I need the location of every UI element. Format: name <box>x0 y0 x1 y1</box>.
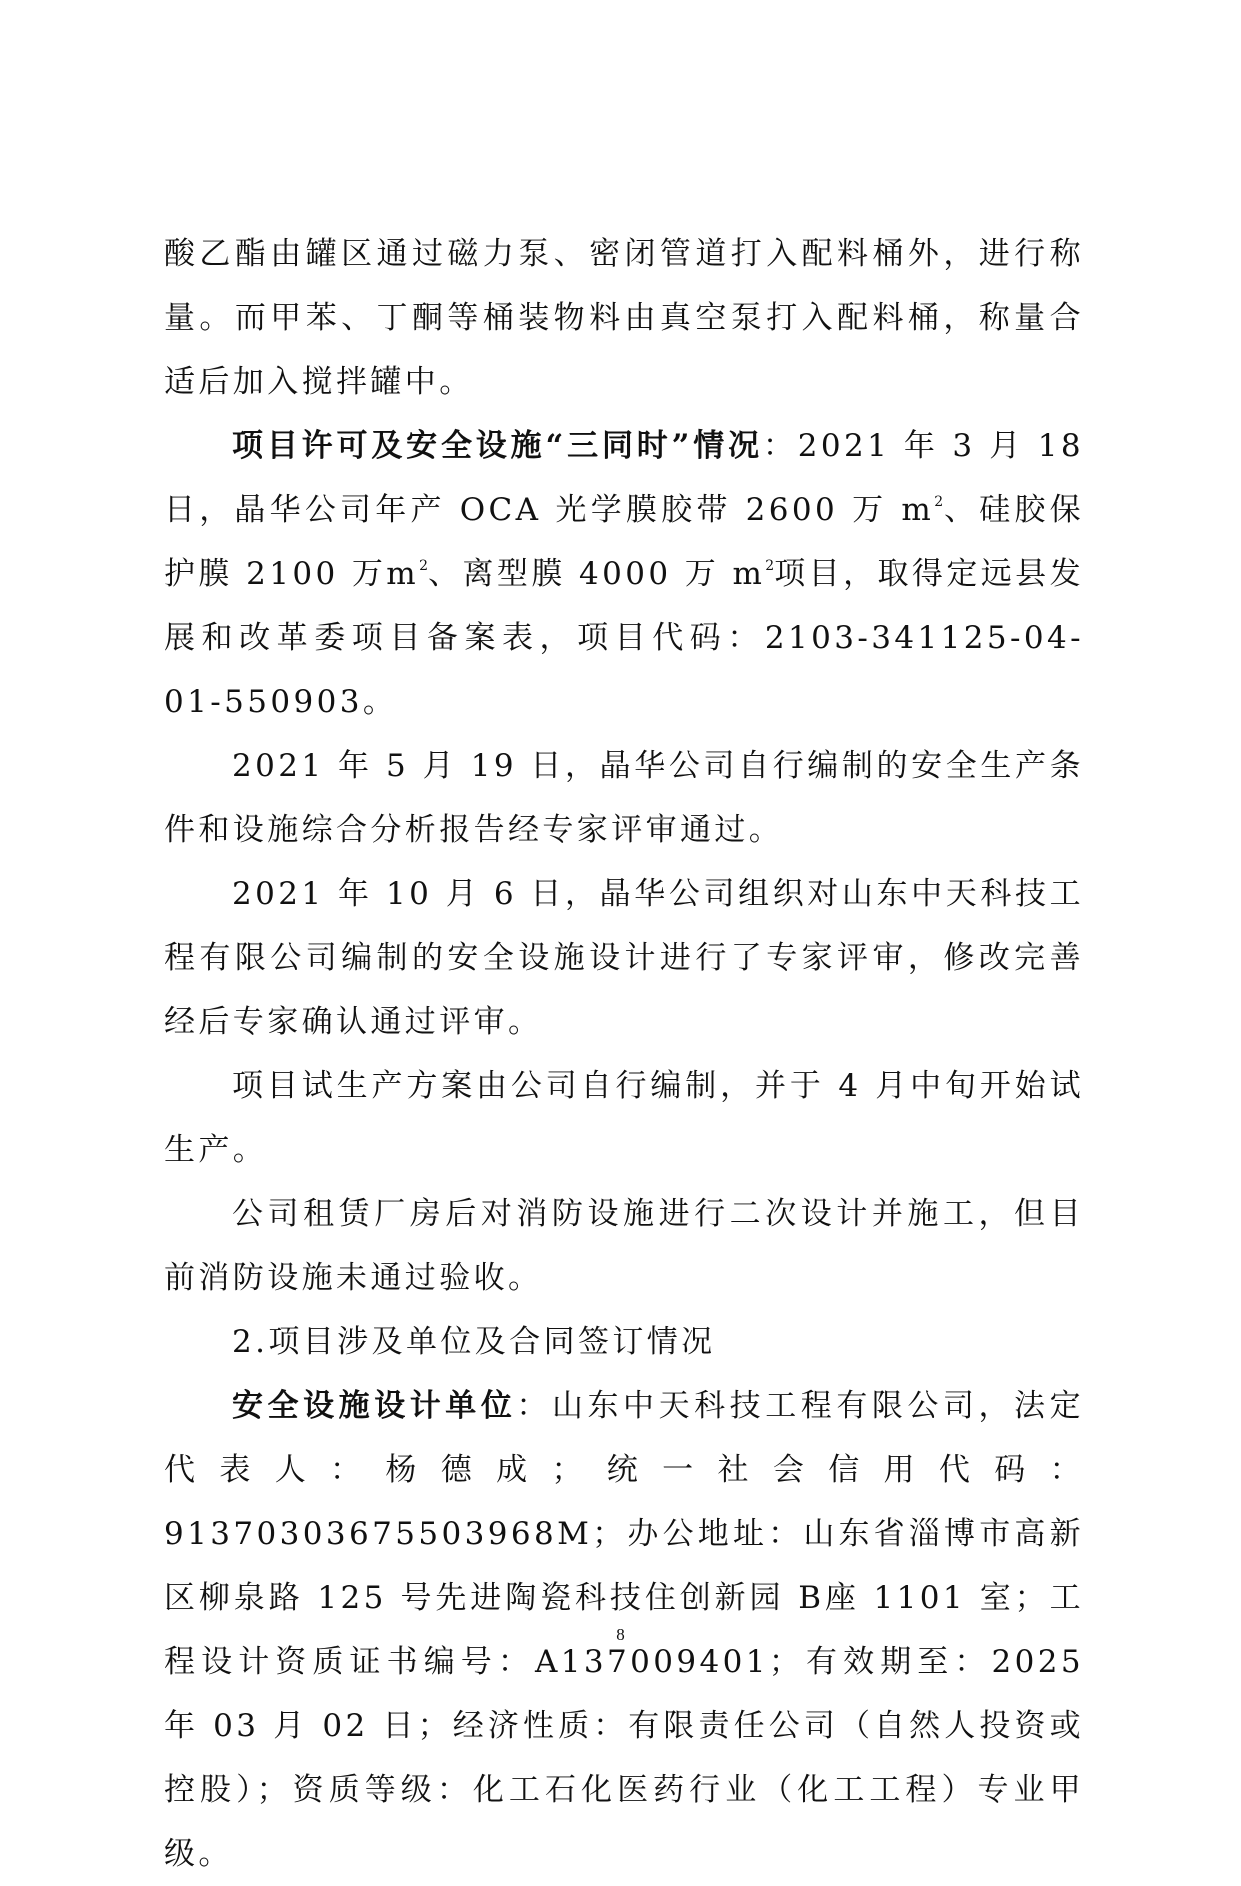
page-number: 8 <box>616 1625 625 1644</box>
superscript-2: 2 <box>934 494 944 510</box>
paragraph-process-description: 酸乙酯由罐区通过磁力泵、密闭管道打入配料桶外，进行称量。而甲苯、丁酮等桶装物料由真空泵打入配料桶，称量合适后加入搅拌罐中。 <box>164 236 1084 400</box>
superscript-2: 2 <box>765 558 775 574</box>
paragraph-project-permit <box>164 414 1084 734</box>
permit-text-3: 、离型膜 4000 万 m <box>428 556 766 592</box>
heading-design-unit: 安全设施设计单位 <box>232 1388 517 1424</box>
design-unit-text: ：山东中天科技工程有限公司，法定代表人：杨德成；统一社会信用代码：91370303675503968M；办公地址：山东省淄博市高新区柳泉路 125 号先进陶瓷科技住创新园 B座 1101 室；工程设计资质证书编号：A137009401；有效期至：2025 年 03 月 02 日；经济性质：有限责任公司（自然人投资或控股）；资质等级：化工石化医药行业（化工工程）专业甲级。 <box>164 1388 1085 1872</box>
permit-text-1: ：2021 年 3 月 18 日，晶华公司年产 OCA 光学膜胶带 2600 万 m <box>164 428 1085 528</box>
paragraph-trial-production: 项目试生产方案由公司自行编制，并于 4 月中旬开始试生产。 <box>164 1068 1084 1168</box>
heading-project-permit: 项目许可及安全设施“三同时”情况 <box>232 428 763 464</box>
permit-text-2: 、硅胶保护膜 2100 万m <box>164 492 1084 592</box>
paragraph-fire-facilities: 公司租赁厂房后对消防设施进行二次设计并施工，但目前消防设施未通过验收。 <box>164 1196 1084 1296</box>
section-heading-units-contracts: 2.项目涉及单位及合同签订情况 <box>232 1324 716 1360</box>
superscript-2: 2 <box>419 558 429 574</box>
permit-text-4: 项目，取得定远县发展和改革委项目备案表，项目代码：2103-341125-04-01-550903。 <box>164 556 1084 720</box>
paragraph-safety-review: 2021 年 5 月 19 日，晶华公司自行编制的安全生产条件和设施综合分析报告经专家评审通过。 <box>164 748 1084 848</box>
paragraph-design-review: 2021 年 10 月 6 日，晶华公司组织对山东中天科技工程有限公司编制的安全设施设计进行了专家评审，修改完善经后专家确认通过评审。 <box>164 876 1084 1040</box>
